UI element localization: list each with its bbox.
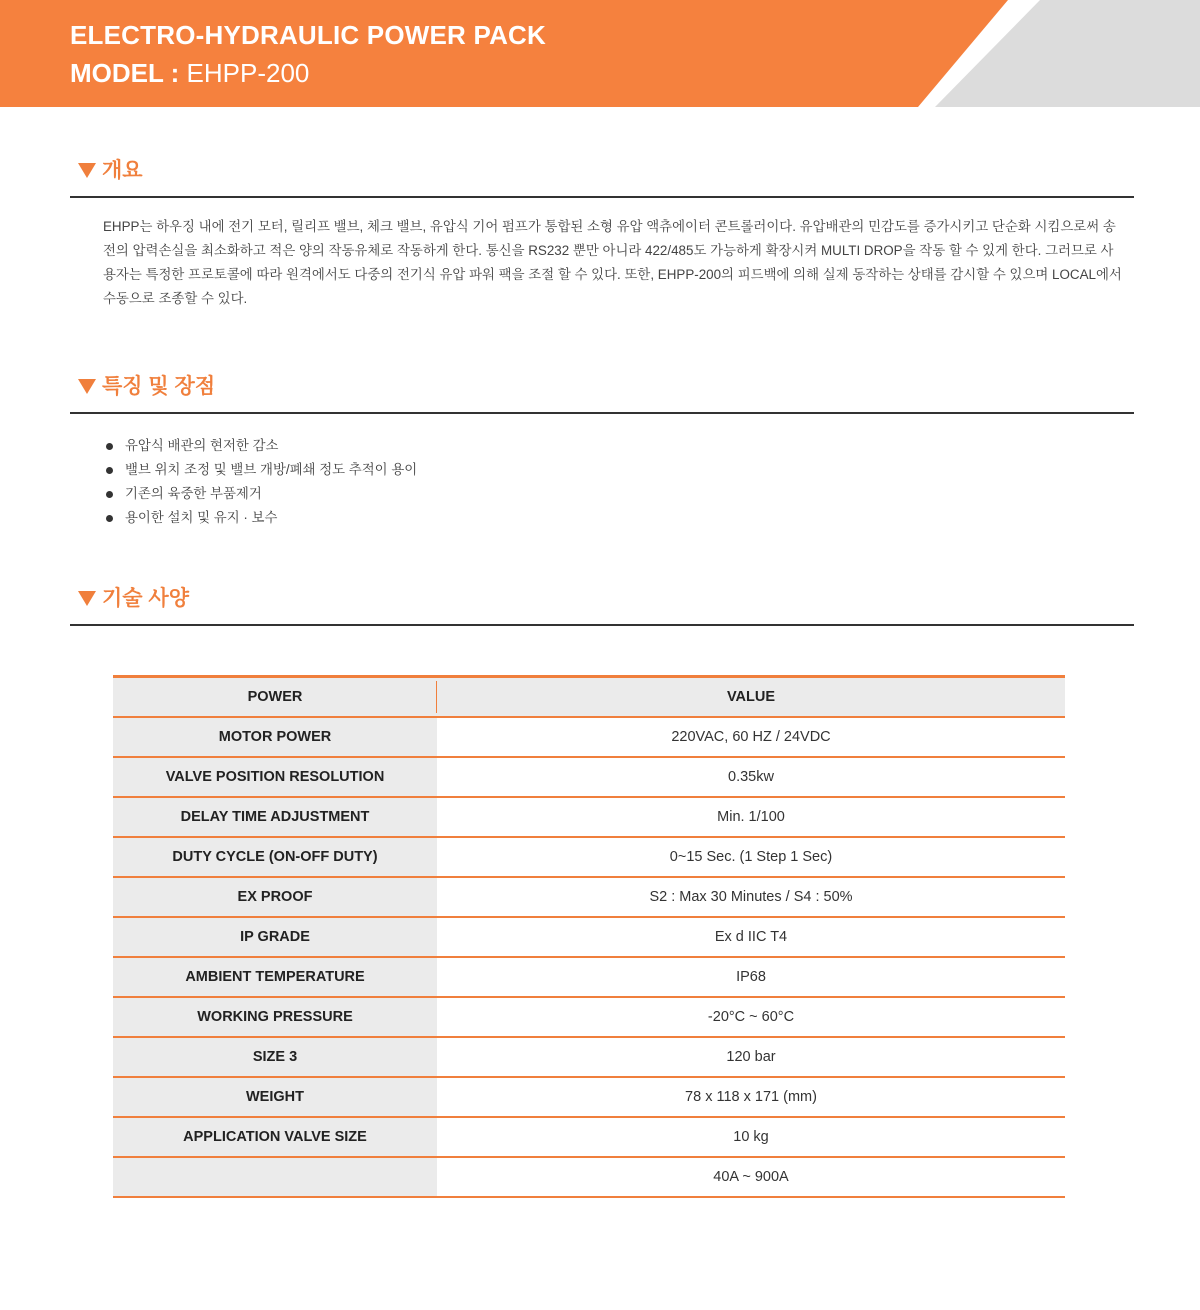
spec-value: Min. 1/100 [437, 797, 1065, 837]
features-section-header [70, 366, 1134, 414]
overview-text: EHPP는 하우징 내에 전기 모터, 릴리프 밸브, 체크 밸브, 유압식 기어 펌프가 통합된 소형 유압 액츄에이터 콘트롤러이다. 유압배관의 민감도를 증가시키고 단순화 시킴으로써 송전의 압력손실을 최소화하고 적은 양의 작동유체로 작동하게 한다. 통신을 RS232 뿐만 아니라 422/485도 가능하게 확장시켜 MULTI DROP을 작동 할 수 있게 한다. 그러므로 사용자는 특정한 프로토콜에 따라 원격에서도 다중의 전기식 유압 파워 팩을 조절 할 수 있다. 또한, EHPP-200의 피드백에 의해 실제 동작하는 상태를 감시할 수 있으며 LOCAL에서 수동으로 조종할 수 있다. [103, 219, 1122, 306]
spec-key: DUTY CYCLE (ON-OFF DUTY) [113, 837, 437, 877]
triangle-down-icon [78, 379, 96, 394]
table-row [113, 917, 1065, 957]
spec-key: VALVE POSITION RESOLUTION [113, 757, 437, 797]
table-row [113, 717, 1065, 757]
table-row [113, 997, 1065, 1037]
spec-key: AMBIENT TEMPERATURE [113, 957, 437, 997]
feature-text: 용이한 설치 및 유지 · 보수 [125, 510, 278, 525]
spec-key: APPLICATION VALVE SIZE [113, 1117, 437, 1157]
spec-value: 220VAC, 60 HZ / 24VDC [437, 717, 1065, 757]
banner-shapes [0, 0, 1200, 107]
model-label: MODEL : [70, 58, 180, 88]
overview-heading-text: 개요 [102, 159, 143, 182]
spec-key: IP GRADE [113, 917, 437, 957]
spec-value: -20°C ~ 60°C [437, 997, 1065, 1037]
model-value: EHPP-200 [186, 58, 310, 88]
bullet-icon [106, 491, 113, 498]
overview-heading [78, 154, 143, 184]
spec-table [113, 675, 1065, 1198]
table-row [113, 877, 1065, 917]
overview-section-header [70, 150, 1134, 198]
list-item [104, 458, 417, 482]
spec-value: 0.35kw [437, 757, 1065, 797]
spec-value: 120 bar [437, 1037, 1065, 1077]
spec-key: EX PROOF [113, 877, 437, 917]
bullet-icon [106, 467, 113, 474]
spec-value: 40A ~ 900A [437, 1157, 1065, 1197]
spec-key: WORKING PRESSURE [113, 997, 437, 1037]
spec-key: DELAY TIME ADJUSTMENT [113, 797, 437, 837]
bullet-icon [106, 443, 113, 450]
table-row [113, 797, 1065, 837]
specs-heading-text: 기술 사양 [102, 587, 189, 610]
triangle-down-icon [78, 163, 96, 178]
spec-key: MOTOR POWER [113, 717, 437, 757]
header-banner [0, 0, 1200, 107]
spec-key: WEIGHT [113, 1077, 437, 1117]
column-header-value: VALUE [437, 677, 1065, 718]
table-row [113, 837, 1065, 877]
model-line [70, 58, 309, 89]
features-heading [78, 370, 215, 400]
list-item [104, 434, 417, 458]
table-row [113, 1157, 1065, 1197]
spec-value: Ex d IIC T4 [437, 917, 1065, 957]
list-item [104, 482, 417, 506]
table-row [113, 957, 1065, 997]
features-heading-text: 특징 및 장점 [102, 375, 216, 398]
spec-value: 0~15 Sec. (1 Step 1 Sec) [437, 837, 1065, 877]
feature-text: 밸브 위치 조정 및 밸브 개방/폐쇄 정도 추적이 용이 [125, 462, 418, 477]
table-header-row [113, 677, 1065, 718]
product-title: ELECTRO-HYDRAULIC POWER PACK [70, 20, 546, 50]
bullet-icon [106, 515, 113, 522]
table-row [113, 1077, 1065, 1117]
features-list [104, 434, 417, 530]
feature-text: 기존의 육중한 부품제거 [125, 486, 262, 501]
column-header-power: POWER [113, 677, 437, 718]
feature-text: 유압식 배관의 현저한 감소 [125, 438, 279, 453]
spec-value: 78 x 118 x 171 (mm) [437, 1077, 1065, 1117]
list-item [104, 506, 417, 530]
specs-section-header [70, 578, 1134, 626]
triangle-down-icon [78, 591, 96, 606]
specs-heading [78, 582, 189, 612]
table-row [113, 1037, 1065, 1077]
spec-value: S2 : Max 30 Minutes / S4 : 50% [437, 877, 1065, 917]
spec-key: SIZE 3 [113, 1037, 437, 1077]
table-row [113, 757, 1065, 797]
spec-value: IP68 [437, 957, 1065, 997]
spec-value: 10 kg [437, 1117, 1065, 1157]
spec-key [113, 1157, 437, 1197]
table-row [113, 1117, 1065, 1157]
banner-orange-shape [0, 0, 1008, 107]
